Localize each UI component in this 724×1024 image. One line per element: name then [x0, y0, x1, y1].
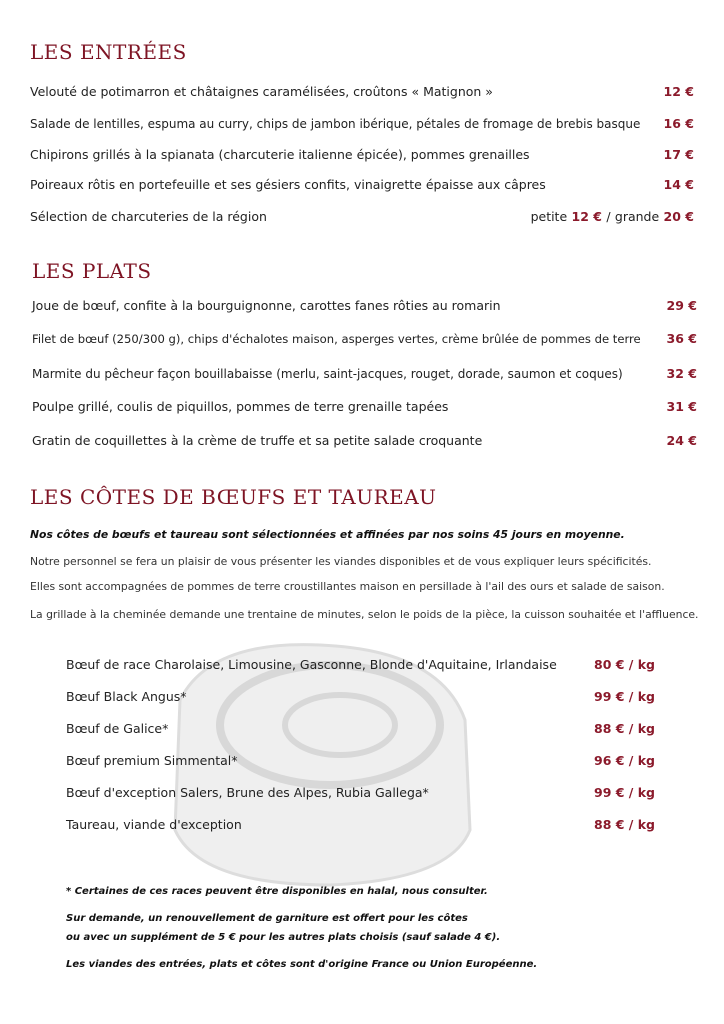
menu-item: [30, 116, 694, 131]
item-price-options: petite 12 € / grande 20 €: [530, 209, 694, 224]
item-name: Filet de bœuf (250/300 g), chips d'échalotes maison, asperges vertes, crème brûlée de pommes de terre: [32, 332, 641, 346]
item-price: 24 €: [666, 433, 697, 448]
item-name: Joue de bœuf, confite à la bourguignonne, carottes fanes rôties au romarin: [32, 298, 501, 313]
item-name: Marmite du pêcheur façon bouillabaisse (merlu, saint-jacques, rouget, dorade, saumon et coques): [32, 367, 623, 381]
item-price: 16 €: [663, 116, 694, 131]
beef-item: Bœuf premium Simmental* 96 € / kg: [66, 753, 655, 768]
menu-item: [32, 298, 697, 313]
note-origine: Les viandes des entrées, plats et côtes sont d'origine France ou Union Européenne.: [66, 959, 538, 970]
item-price: 14 €: [663, 177, 694, 192]
menu-item: [32, 399, 697, 414]
menu-item: [30, 209, 694, 224]
item-name: Poireaux rôtis en portefeuille et ses gésiers confits, vinaigrette épaisse aux câpres: [30, 177, 546, 192]
note-halal: * Certaines de ces races peuvent être disponibles en halal, nous consulter.: [66, 886, 488, 897]
section-title-plats: LES PLATS: [32, 259, 152, 283]
item-price: 32 €: [666, 366, 697, 381]
intro-line: Nos côtes de bœufs et taureau sont sélectionnées et affinées par nos soins 45 jours en moyenne.: [30, 528, 625, 541]
menu-item: [32, 331, 697, 346]
beef-item: Bœuf de Galice* 88 € / kg: [66, 721, 655, 736]
beef-item: Bœuf d'exception Salers, Brune des Alpes, Rubia Gallega* 99 € / kg: [66, 785, 655, 800]
beef-item: Bœuf Black Angus* 99 € / kg: [66, 689, 655, 704]
item-name: Gratin de coquillettes à la crème de truffe et sa petite salade croquante: [32, 433, 483, 448]
item-price: 29 €: [666, 298, 697, 313]
intro-line: La grillade à la cheminée demande une trentaine de minutes, selon le poids de la pièce, la cuisson souhaitée et l'affluence.: [30, 608, 699, 621]
menu-item: [32, 366, 697, 381]
intro-line: Notre personnel se fera un plaisir de vous présenter les viandes disponibles et de vous expliquer leurs spécificités.: [30, 555, 652, 568]
item-name: Chipirons grillés à la spianata (charcuterie italienne épicée), pommes grenailles: [30, 147, 530, 162]
section-title-entrees: LES ENTRÉES: [30, 40, 187, 64]
beef-item: Taureau, viande d'exception 88 € / kg: [66, 817, 655, 832]
item-name: Poulpe grillé, coulis de piquillos, pommes de terre grenaille tapées: [32, 399, 449, 414]
item-price: 31 €: [666, 399, 697, 414]
item-price: 12 €: [663, 84, 694, 99]
intro-line: Elles sont accompagnées de pommes de terre croustillantes maison en persillade à l'ail des ours et salade de saison.: [30, 580, 665, 593]
menu-item: [30, 177, 694, 192]
menu-item: [30, 147, 694, 162]
item-name: Velouté de potimarron et châtaignes caramélisées, croûtons « Matignon »: [30, 84, 493, 99]
note-garniture: Sur demande, un renouvellement de garniture est offert pour les côtes ou avec un supplément de 5 € pour les autres plats choisis (sauf salade 4 €).: [66, 913, 501, 943]
item-name: Salade de lentilles, espuma au curry, chips de jambon ibérique, pétales de fromage de brebis basque: [30, 117, 641, 131]
menu-item: [32, 433, 697, 448]
beef-item: Bœuf de race Charolaise, Limousine, Gasconne, Blonde d'Aquitaine, Irlandaise 80 € / kg: [66, 657, 655, 672]
item-name: Sélection de charcuteries de la région: [30, 209, 267, 224]
item-price: 17 €: [663, 147, 694, 162]
menu-item: [30, 84, 694, 99]
section-title-cotes: LES CÔTES DE BŒUFS ET TAUREAU: [30, 485, 437, 509]
item-price: 36 €: [666, 331, 697, 346]
